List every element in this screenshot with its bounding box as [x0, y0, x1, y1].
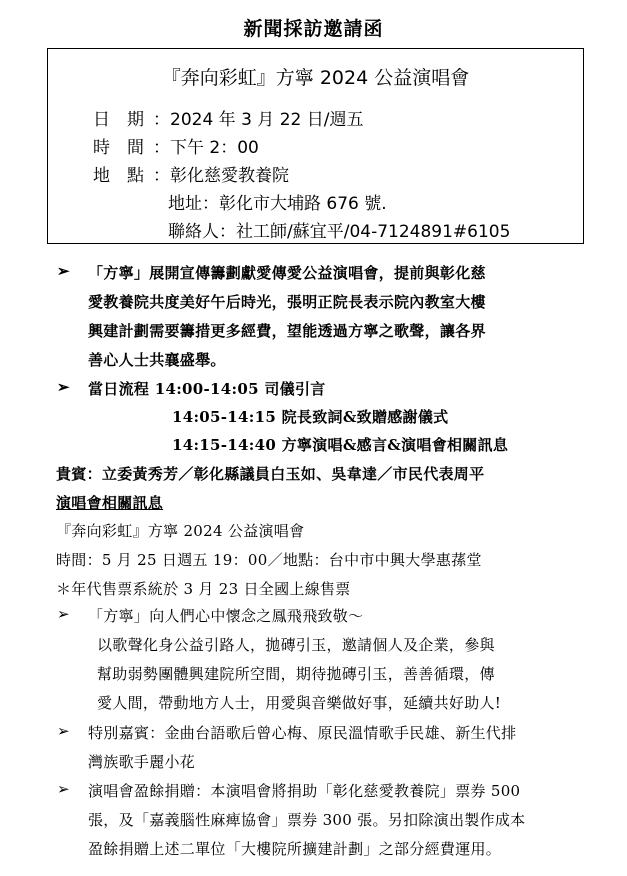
section1-line: 善心人士共襄盛舉。 — [88, 351, 226, 369]
schedule-bullet: ➢ — [57, 378, 70, 396]
tribute-heading: 「方寧」向人們心中懷念之鳳飛飛致敬～ — [88, 607, 364, 625]
donation-bullet: ➢ — [57, 780, 70, 798]
guests-line: 貴賓：立委黃秀芳／彰化縣議員白玉如、吳韋達／市民代表周平 — [56, 465, 485, 483]
event-info-box — [47, 48, 584, 244]
document-title: 新聞採訪邀請函 — [243, 18, 384, 40]
donation-line: 張，及「嘉義腦性麻痺協會」票券 300 張。另扣除演出製作成本 — [88, 811, 526, 829]
schedule-line: 14:05-14:15 院長致詞&致贈感謝儀式 — [172, 408, 449, 426]
section1-bullet: ➢ — [57, 262, 70, 280]
donation-line: 盈餘捐贈上述二單位「大樓院所擴建計劃」之部分經費運用。 — [88, 840, 502, 858]
guests-bullet: ➢ — [57, 722, 70, 740]
section1-line: 愛教養院共度美好午后時光，張明正院長表示院內教室大樓 — [88, 293, 486, 311]
schedule-line: 當日流程 14:00-14:05 司儀引言 — [88, 380, 326, 398]
ticket-info: ＊年代售票系統於 3 月 23 日全國上線售票 — [56, 580, 351, 598]
place-label: 地 點 — [93, 166, 144, 186]
time-label: 時 間 — [93, 138, 144, 158]
tribute-line: 幫助弱勢團體興建院所空間，期待拋磚引玉，善善循環，傳 — [97, 665, 495, 683]
concert-heading: 演唱會相關訊息 — [56, 494, 164, 512]
concert-time-place: 時間：5 月 25 日週五 19：00／地點：台中市中興大學惠蓀堂 — [56, 551, 482, 569]
date-row — [93, 105, 363, 130]
address: 地址：彰化市大埔路 676 號. — [168, 194, 387, 214]
tribute-line: 以歌聲化身公益引路人，拋磚引玉，邀請個人及企業，參與 — [97, 636, 495, 654]
place-value: ：彰化慈愛教養院 — [153, 166, 289, 186]
schedule-line: 14:15-14:40 方寧演唱&感言&演唱會相關訊息 — [172, 436, 509, 454]
donation-line: 演唱會盈餘捐贈：本演唱會將捐助「彰化慈愛教養院」票券 500 — [88, 782, 521, 800]
section1-line: 「方寧」展開宣傳籌劃獻愛傳愛公益演唱會，提前與彰化慈 — [88, 264, 486, 282]
special-guests-line: 灣族歌手麗小花 — [88, 753, 196, 771]
section1-line: 興建計劃需要籌措更多經費，望能透過方寧之歌聲，讓各界 — [88, 322, 486, 340]
special-guests-line: 特別嘉賓：金曲台語歌后曾心梅、原民溫情歌手民雄、新生代排 — [88, 724, 517, 742]
time-value: ：下午 2：00 — [153, 138, 259, 158]
tribute-bullet: ➢ — [57, 605, 70, 623]
date-value: ：2024 年 3 月 22 日/週五 — [153, 110, 364, 130]
event-title: 『奔向彩虹』方寧 2024 公益演唱會 — [161, 67, 470, 89]
date-label: 日 期 — [93, 110, 144, 130]
tribute-line: 愛人間，帶動地方人士，用愛與音樂做好事，延續共好助人! — [97, 694, 502, 712]
place-row — [93, 161, 289, 186]
concert-title: 『奔向彩虹』方寧 2024 公益演唱會 — [56, 522, 305, 540]
contact: 聯絡人：社工師/蘇宜平/04-7124891#6105 — [168, 222, 511, 242]
time-row — [93, 133, 259, 158]
